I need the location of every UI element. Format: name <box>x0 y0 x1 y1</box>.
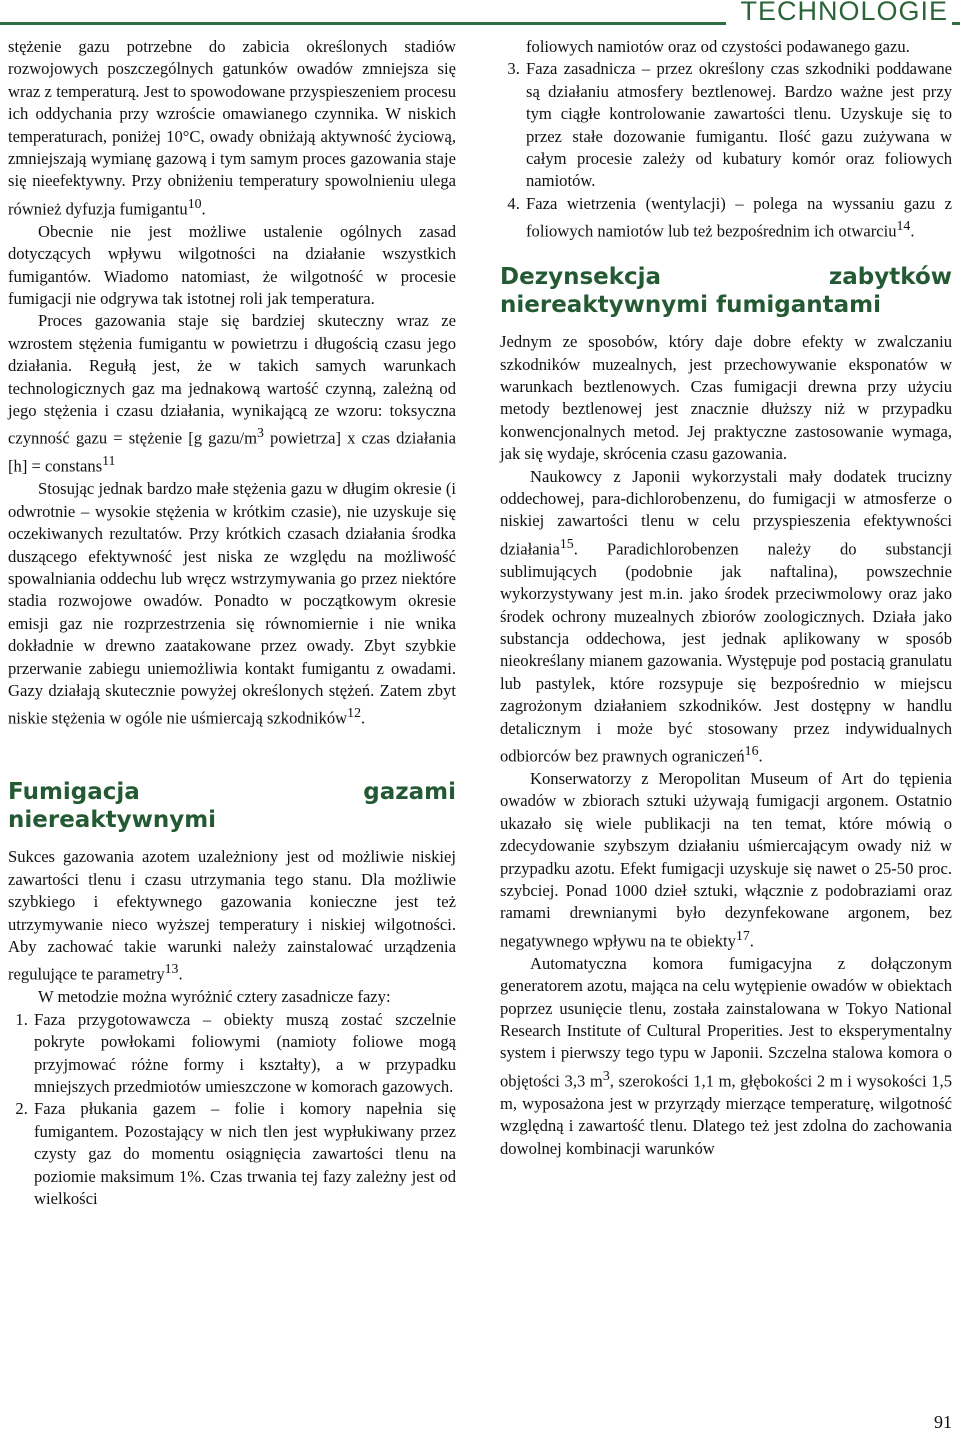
footnote-ref: 13 <box>164 961 179 977</box>
list-item: 2. Faza płukania gazem – folie i komory napełnia się fumigantem. Pozostający w nich tlen jest wypłukiwany przez czysty gaz do momentu osiągnięcia zawartości tlenu na poziomie maksimum 1%. Czas trwania tej fazy zależny jest od wielkości <box>32 1098 456 1210</box>
phase-list <box>500 58 952 243</box>
footnote-ref: 11 <box>102 453 116 469</box>
superscript: 3 <box>602 1067 610 1083</box>
list-item: 3. Faza zasadnicza – przez określony czas szkodniki poddawane są działaniu atmosfery beztlenowej. Bardzo ważne jest przy tym ciągłe kontrolowanie zawartości tlenu. Uzyskuje się to przez stałe dozowanie fumigantu. Ilość gazu zużywana w całym procesie zależy od kubatury komór oraz foliowych namiotów. <box>524 58 952 192</box>
page-number: 91 <box>934 1412 952 1432</box>
section-heading: Fumigacja gazami niereaktywnymi <box>8 779 456 834</box>
footnote-ref: 12 <box>347 705 361 721</box>
paragraph: Proces gazowania staje się bardziej skuteczny wraz ze wzrostem stężenia fumigantu w powietrzu i długością czasu jego działania. Regułą jest, że w takich samych warunkach technologicznych gaz ma jednakową wartość czynną, zależną od jego stężenia i czasu działania, wynikającą ze wzoru: toksyczna czynność gazu = stężenie [g gazu/$m^3$ powietrza] x czas działania [h] = constans$^{11}$ <box>8 311 457 476</box>
paragraph: stężenie gazu potrzebne do zabicia określonych stadiów rozwojowych poszczególnych gatunków owadów zmniejsza się wraz z temperaturą. Jest to spowodowane przyspieszeniem procesu ich oddychania przy wzroście omawianego czynnika. W niskich temperaturach, poniżej 10°C, owady obniżają aktywność życiową, zmniejszają wymianę gazową i tym samym proces gazowania staje się nieefektywny. Przy obniżeniu temperatury spowolnieniu ulega również dyfuzja fumigantu$^{10}$. <box>8 37 456 219</box>
spacer <box>8 730 456 756</box>
footnote-ref: 10 <box>187 195 202 211</box>
list-item: 1. Faza przygotowawcza – obiekty muszą zostać szczelnie pokryte powłokami foliowymi (namioty foliowe mogą przyjmować różne formy i kształty), a w przypadku mniejszych przedmiotów umieszczone w komorach gazowych. <box>32 1009 456 1099</box>
footnote-ref: 17 <box>735 927 750 943</box>
paragraph: Sukces gazowania azotem uzależniony jest od możliwie niskiej zawartości tlenu i czasu utrzymania tego stanu. Dla możliwie szybkiego i efektywnego gazowania konieczne jest też utrzymywanie nieco wyższej temperatury i niskiej wilgotności. Aby zachować takie warunki należy zainstalować urządzenia regulujące te parametry$^{13}$. <box>8 847 456 984</box>
paragraph: Automatyczna komora fumigacyjna z dołączonym generatorem azotu, mająca na celu wytępienie owadów w obiektach poprzez usunięcie tlenu, została zainstalowana w Tokyo National Research Institute of Cultural Properities. Jest to eksperymentalny system i pierwszy tego typu w Japonii. Szczelna stalowa komora o objętości 3,3 $m^3$, szerokości 1,1 m, głębokości 2 m i wysokości 1,5 m, wyposażona jest w przyrządy mierzące temperaturę, wilgotność względną i zawartość tlenu. Dlatego też jest zdolna do zachowania dowolnej kombinacji warunków <box>500 953 952 1158</box>
phase-list-continued <box>500 36 952 58</box>
section-title: TECHNOLOGIE <box>726 0 952 26</box>
footnote-ref: 14 <box>896 218 911 234</box>
footnote-ref: 16 <box>744 743 759 759</box>
paragraph: Obecnie nie jest możliwe ustalenie ogólnych zasad dotyczących wpływu wilgotności na działanie wszystkich fumigantów. Wiadomo natomiast, że wilgotność w procesie fumigacji nie odgrywa tak istotnej roli jak temperatura. <box>8 221 456 308</box>
phase-list <box>8 1009 456 1211</box>
right-column <box>500 36 952 1160</box>
paragraph: Naukowcy z Japonii wykorzystali mały dodatek trucizny oddechowej, para-dichlorobenzenu, do fumigacji w atmosferze o niskiej zawartości tlenu w celu przyspieszenia efektywności działania$^{15}$. Paradichlorobenzen należy do substancji sublimujących (podobnie jak naftalina), powszechnie wykorzystywany jest m.in. jako środek przeciwmolowy oraz jako środek ochrony muzealnych zbiorów zoologicznych. Działa jako substancja oddechowa, jest jednak aplikowany w sposób nieokreślany mianem gazowania. Występuje pod postacią granulatu lub pastylek, które rozsypuje się bezpośrednio w miejscu zagrożonym działaniem szkodników. Jest dostępny w handlu detalicznym i może być stosowany przez indywidualnych odbiorców bez prawnych ograniczeń$^{16}$. <box>500 466 952 766</box>
paragraph: Konserwatorzy z Meropolitan Museum of Art do tępienia owadów w zbiorach sztuki używają fumigacji argonem. Ostatnio ukazało się wiele publikacji na ten temat, które mówią o zdecydowanie szybszym działaniu uśmiercającym owady niż w przypadku azotu. Efekt fumigacji uzyskuje się nawet o 25-50 proc. szybciej. Ponad 1000 dzieł sztuki, włącznie z podobraziami oraz ramami drewnianymi było dezynfekowane argonem, bez negatywnego wpływu na te obiekty$^{17}$. <box>500 768 952 951</box>
left-column <box>8 36 456 1210</box>
list-item: 4. Faza wietrzenia (wentylacji) – polega na wyssaniu gazu z foliowych namiotów lub też bezpośrednim ich otwarciu$^{14}$. <box>524 193 952 243</box>
paragraph: Jednym ze sposobów, który daje dobre efekty w zwalczaniu szkodników muzealnych, jest przechowywanie eksponatów w warunkach beztlenowych. Czas fumigacji drewna przy użyciu metody beztlenowej jest znacznie dłuższy niż w przypadku konwencjonalnych metod. Jej praktyczne zastosowanie wymaga, jak się wydaje, skrócenia czasu gazowania. <box>500 332 952 464</box>
paragraph: W metodzie można wyróżnić cztery zasadnicze fazy: <box>38 987 391 1007</box>
footnote-ref: 15 <box>559 535 574 551</box>
superscript: 3 <box>257 425 264 441</box>
list-item: foliowych namiotów oraz od czystości podawanego gazu. <box>526 37 910 56</box>
section-heading: Dezynsekcja zabytków niereaktywnymi fumigantami <box>500 264 952 319</box>
paragraph: Stosując jednak bardzo małe stężenia gazu w długim okresie (i odwrotnie – wysokie stężenia w krótkim czasie), nie uzyskuje się oczekiwanych rezultatów. Przy krótkich czasach działania środka duszącego efektywność jest niska ze względu na możliwość spowalniania oddechu lub wręcz wstrzymywania go przez niektóre stadia rozwojowe owadów. Ponadto w początkowym okresie emisji gaz nie rozprzestrzenia się równomiernie i nie wnika dokładnie w drewno zaatakowane przez owady. Zbyt szybkie przerwanie zabiegu uniemożliwia kontakt fumigantu z owadami. Gazy działają skutecznie powyżej określonych stężeń. Zatem zbyt niskie stężenia w ogóle nie uśmiercają szkodników$^{12}$. <box>8 479 456 728</box>
